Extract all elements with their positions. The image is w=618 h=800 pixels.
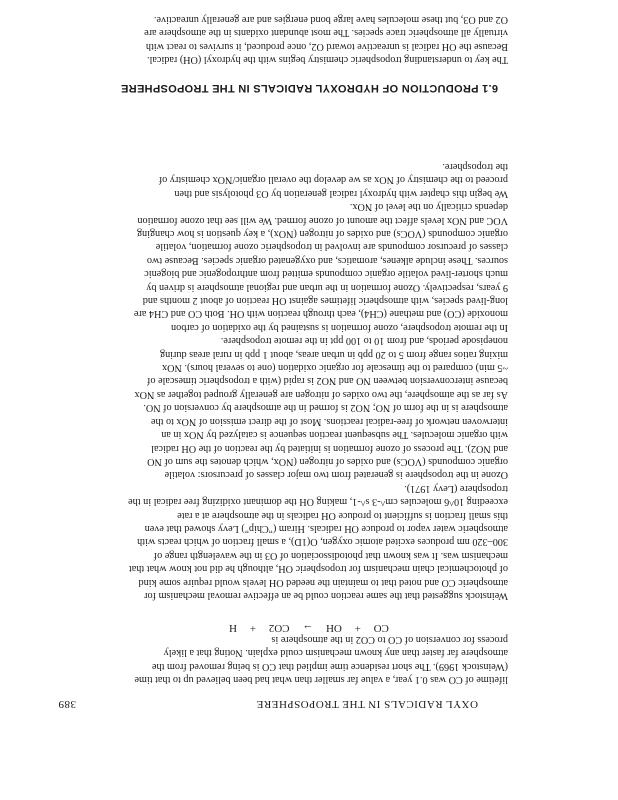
text-line: As far as the atmosphere, the two oxides of nitrogen are generally grouped together as NOx [134,388,508,400]
running-header [58,690,478,710]
paragraph-top [78,632,508,686]
section-heading: 6.1 PRODUCTION OF HYDROXYL RADICALS IN THE TROPOSPHERE [120,82,498,94]
text-line: classes of precursor compounds are involved in tropospheric ozone formation, volatile [155,241,508,253]
text-line: mechanism was. It was known that photodissociation of O3 in the wavelength range of [153,549,508,561]
paragraph-main [78,160,508,602]
text-line: VOC and NOx levels affect the amount of ozone formed. We will see that ozone formation [137,214,508,226]
text-line: long-lived species, with atmospheric lifetimes against OH reaction of about 2 months and [142,295,508,307]
text-line: much shorter-lived volatile organic compounds emitted from anthropogenic and biogenic [144,268,508,280]
text-line: In the remote troposphere, ozone formation is sustained by the oxidation of carbon [171,321,508,333]
text-line: troposphere (Levy 1971). [404,482,508,494]
text-line: Ozone in the troposphere is generated from two major classes of precursors: volatile [164,469,508,481]
text-line: proceed to the chemistry of NOx as we develop the overall organic/NOx chemistry of [158,174,508,186]
text-line: organic compounds (VOCs) and oxides of nitrogen (NOx), a key question is how changing [136,228,508,240]
text-line: exceeding 10^6 molecules cm^-3 s^-1, making OH the dominant oxidizing free radical in the [128,496,508,508]
text-line: interwoven network of free-radical reactions. Most of the direct emission of NOx to the [150,415,508,427]
text-line: Weinstock suggested that the same reaction could be an effective removal mechanism for [144,590,508,601]
text-line: atmospheric water vapor to produce OH radicals. Hiram ("Chip") Levy showed that even [144,522,508,534]
text-line: atmosphere far faster than any known mechanism could explain. Noting that a likely [163,647,508,659]
text-line: We begin this chapter with hydroxyl radical generation by O3 photolysis and then [174,187,508,199]
text-line: (Weinstock 1969). The short residence time implied that CO is being removed from the [151,660,508,672]
text-line: this small fraction is sufficient to produce OH radicals in the atmosphere at a rate [177,509,508,521]
text-line: virtually all atmospheric trace species. The most abundant oxidants in the atmosphere are [144,27,508,39]
text-line: sources. These include alkenes, aromatics, and oxygenated organic species. Because two [146,254,508,266]
text-line: and NO2). The process of ozone formation is initiated by the reaction of the OH radical [151,442,508,454]
text-line: process for conversion of CO to CO2 in the atmosphere is [271,633,508,645]
text-line: atmosphere is in the form of NO; NO2 is formed in the atmosphere by conversion of NO. [143,402,508,414]
text-line: The key to understanding tropospheric chemistry begins with the hydroxyl (OH) radical. [147,54,508,65]
paragraph-bottom [78,12,508,66]
text-line: ~5 min) compared to the timescale for organic oxidation (one to several hours). NOx [162,362,508,374]
reaction-equation: CO + OH → CO2 + H [229,622,389,634]
text-line: because interconversion between NO and NO2 is rapid (with a tropospheric timescale of [147,375,508,387]
text-line: atmospheric CO and noted that to maintain the needed OH levels would require some kind [138,576,508,588]
text-line: monoxide (CO) and methane (CH4), each through reaction with OH. Both CO and CH4 are [133,308,508,320]
text-line: with organic molecules. The subsequent reaction sequence is catalyzed by NOx in an [161,429,508,441]
text-line: lifetime of CO was 0.1 year, a value far smaller than what had been believed up to that time [134,674,508,685]
text-line: depends critically on the level of NOx. [349,201,508,213]
text-line: O2 and O3, but these molecules have large bond energies and are generally unreactive. [153,13,508,25]
text-line: organic compounds (VOCs) and oxides of nitrogen (NOx, which denotes the sum of NO [147,455,508,467]
text-line: the troposphere. [442,161,508,172]
text-line: 9 years, respectively. Ozone formation in the urban and regional atmosphere is driven by [146,281,508,293]
text-line: Because the OH radical is unreactive toward O2, once produced, it survives to react with [145,40,508,52]
text-line: of photochemical chain mechanism for tropospheric OH, although he did not know what that [128,563,508,575]
page-number: 389 [58,698,76,710]
text-line: nonepisode periods, and from 10 to 100 ppt in the remote troposphere. [220,335,508,347]
text-line: 300–320 nm produces excited atomic oxygen, O(1D), a small fraction of which reacts with [137,536,508,548]
running-header-title: OXYL RADICALS IN THE TROPOSPHERE [256,698,478,710]
text-line: mixing ratios range from 5 to 20 ppb in urban areas, about 1 ppb in rural areas during [160,348,508,360]
